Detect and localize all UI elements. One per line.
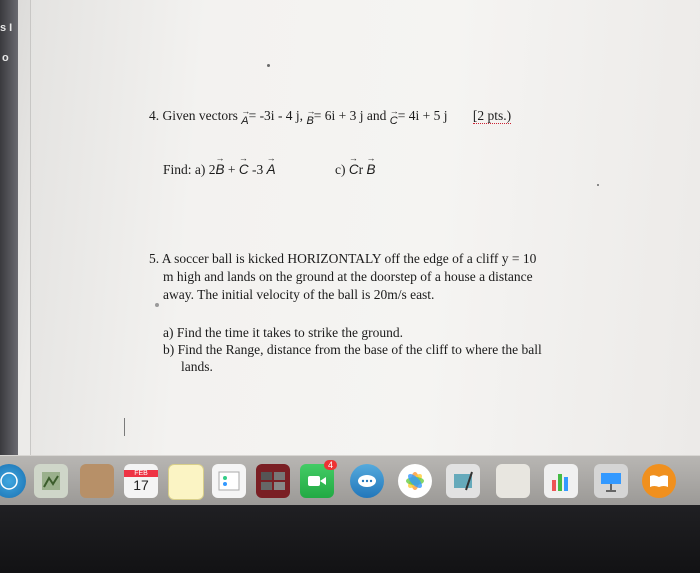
question-5-line-2: m high and lands on the ground at the doorstep of a house a distance	[163, 269, 533, 284]
speck-dot	[267, 64, 270, 67]
part-c-vector-c: → C	[349, 162, 359, 177]
part-c-operator: r	[358, 162, 364, 177]
calendar-day: 17	[133, 476, 149, 493]
speck-dot	[597, 184, 599, 186]
safari-icon[interactable]	[0, 464, 26, 498]
corner-fragment-text-2: o	[2, 52, 9, 64]
question-4-number: 4.	[149, 108, 160, 123]
photos-icon[interactable]	[398, 464, 432, 498]
question-5-line-1	[149, 251, 536, 267]
calendar-month: FEB	[124, 470, 158, 477]
vector-c-symbol: → C	[390, 115, 398, 127]
preview-icon[interactable]	[34, 464, 68, 498]
vector-b-value: = 6i + 3 j and	[313, 108, 387, 123]
dock	[0, 455, 700, 506]
question-5-sub-b-cont: lands.	[181, 359, 213, 374]
books-icon[interactable]	[642, 464, 676, 498]
vector-c-value: = 4i + 5 j	[397, 108, 448, 123]
speck-dot	[155, 303, 159, 307]
given-label: Given vectors	[162, 108, 238, 123]
photos-library-icon[interactable]	[80, 464, 114, 498]
vector-b-symbol: → B	[306, 115, 313, 127]
numbers-icon[interactable]	[544, 464, 578, 498]
document-page	[30, 0, 700, 455]
notification-badge: 4	[324, 460, 337, 470]
part-a-plus: +	[224, 162, 239, 177]
part-c-vector-b: → B	[367, 162, 376, 177]
text-cursor	[124, 418, 125, 436]
question-5-number: 5.	[149, 251, 160, 266]
question-5-line-3: away. The initial velocity of the ball is 20m/s east.	[163, 287, 435, 302]
question-4-find	[163, 162, 376, 178]
part-a-vector-c: → C	[239, 162, 249, 177]
left-window-edge	[0, 0, 18, 455]
pages-icon[interactable]	[496, 464, 530, 498]
reminders-icon[interactable]	[212, 464, 246, 498]
part-a-vector-a: → A	[267, 162, 276, 177]
keynote-icon[interactable]	[594, 464, 628, 498]
part-a-vector-b: → B	[216, 162, 225, 177]
calendar-icon[interactable]	[124, 464, 158, 498]
vector-a-value: = -3i - 4 j,	[248, 108, 304, 123]
vector-a-symbol: → A	[241, 115, 248, 127]
image-capture-icon[interactable]	[446, 464, 480, 498]
question-5-sub-b: b) Find the Range, distance from the base of the cliff to where the ball	[163, 342, 542, 357]
question-4-line	[149, 108, 511, 127]
points-label: [2 pts.)	[472, 108, 512, 123]
part-a-minus: -3	[248, 162, 267, 177]
corner-fragment-text: s I	[0, 22, 13, 34]
part-a-label: a) 2	[194, 162, 216, 177]
facetime-icon[interactable]	[300, 460, 334, 498]
question-5-text-1: A soccer ball is kicked HORIZONTALY off the edge of a cliff y = 10	[161, 251, 537, 266]
photo-booth-icon[interactable]	[256, 464, 290, 498]
part-c-label: c)	[335, 162, 346, 177]
notes-icon[interactable]	[168, 464, 204, 500]
messages-icon[interactable]	[350, 464, 384, 498]
monitor-bezel	[0, 505, 700, 573]
question-5-sub-a: a) Find the time it takes to strike the ground.	[163, 325, 403, 340]
find-label: Find:	[163, 162, 192, 177]
